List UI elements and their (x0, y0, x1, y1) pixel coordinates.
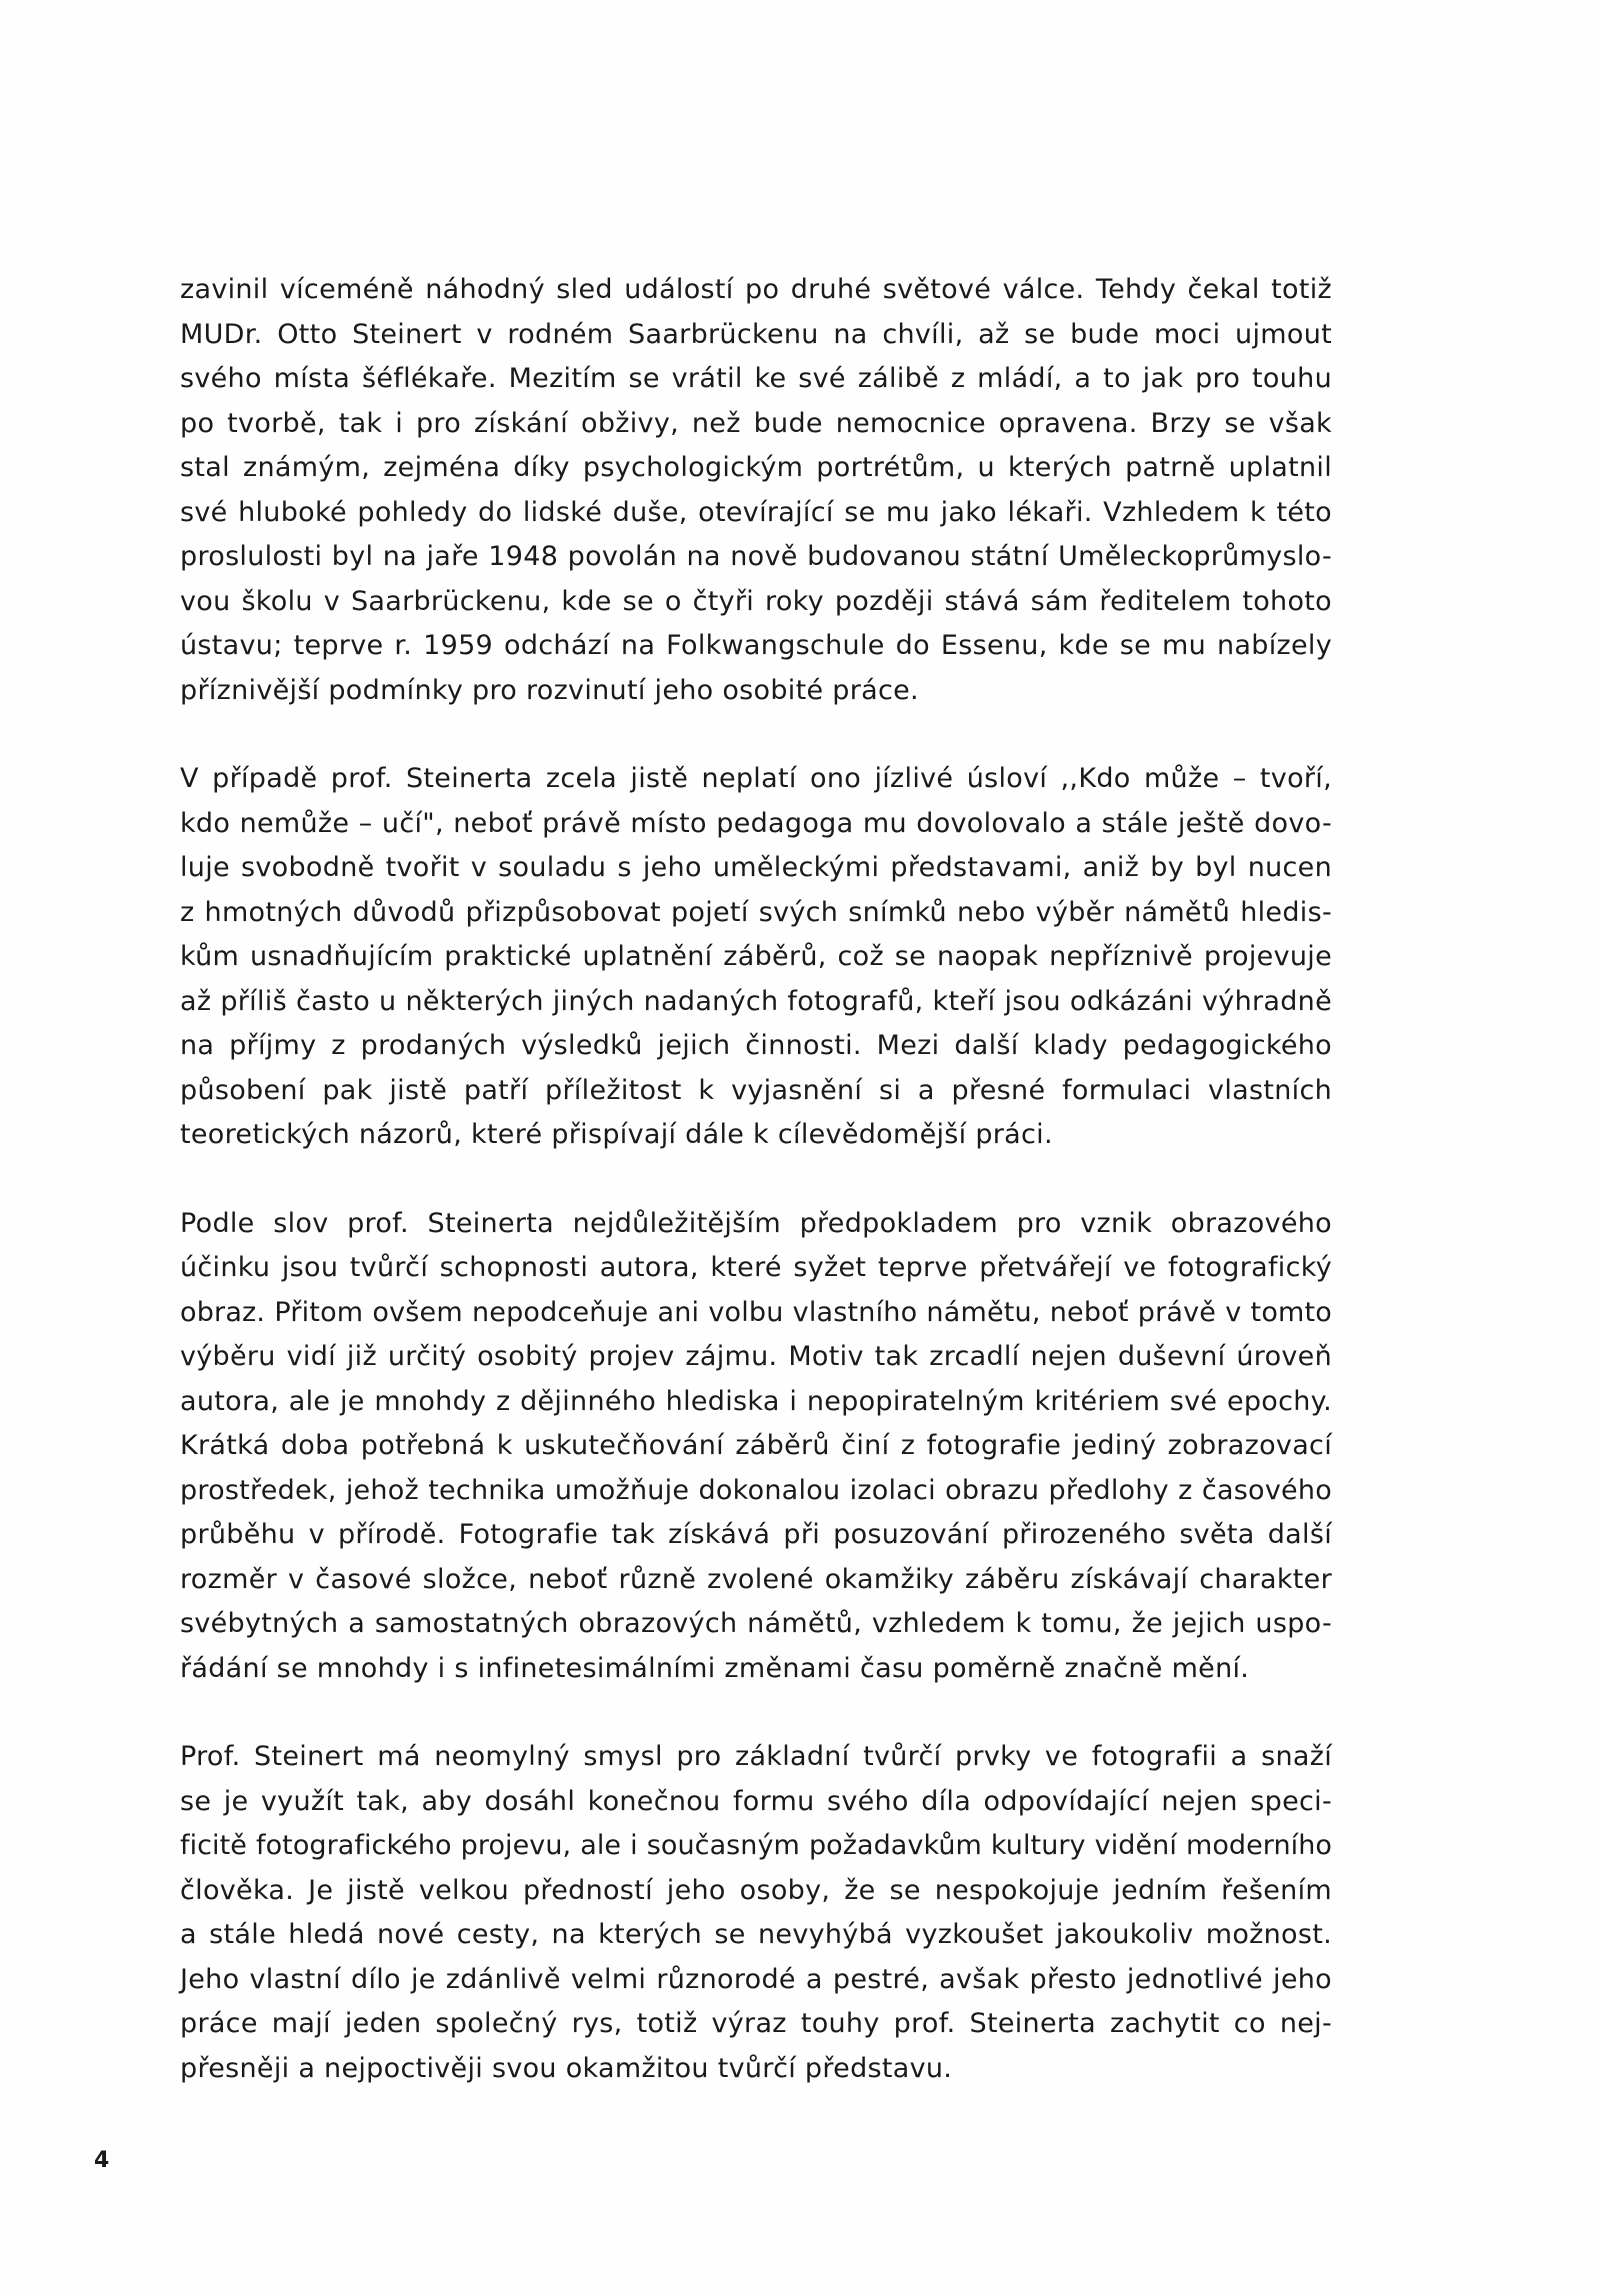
text-line: ficitě fotografického projevu, ale i současným požadavkům kultury vidění moderního (180, 1830, 1332, 1861)
text-line: práce mají jeden společný rys, totiž výraz touhy prof. Steinerta zachytit co nej- (180, 2008, 1332, 2039)
text-line: zavinil víceméně náhodný sled událostí po druhé světové válce. Tehdy čekal totiž (180, 274, 1332, 305)
text-line: Podle slov prof. Steinerta nejdůležitějším předpokladem pro vznik obrazového (180, 1207, 1332, 1239)
body-text (180, 268, 1332, 2135)
text-line: až příliš často u některých jiných nadaných fotografů, kteří jsou odkázáni výhradně (180, 985, 1332, 1017)
text-line: prostředek, jehož technika umožňuje dokonalou izolaci obrazu předlohy z časového (180, 1474, 1332, 1506)
text-line: působení pak jistě patří příležitost k vyjasnění si a přesné formulaci vlastních (180, 1074, 1332, 1106)
text-line: ústavu; teprve r. 1959 odchází na Folkwangschule do Essenu, kde se mu nabízely (180, 630, 1332, 661)
text-line: svébytných a samostatných obrazových námětů, vzhledem k tomu, že jejich uspo- (180, 1608, 1332, 1639)
paragraph-1 (180, 268, 1332, 713)
page-number: 4 (94, 2148, 110, 2173)
text-line: Prof. Steinert má neomylný smysl pro základní tvůrčí prvky ve fotografii a snaží (180, 1741, 1332, 1772)
text-line: po tvorbě, tak i pro získání obživy, než bude nemocnice opravena. Brzy se však (180, 407, 1332, 439)
text-line: autora, ale je mnohdy z dějinného hlediska i nepopiratelným kritériem své epochy. (180, 1385, 1332, 1417)
text-line: přesněji a nejpoctivěji svou okamžitou tvůrčí představu. (180, 2052, 953, 2084)
text-line: obraz. Přitom ovšem nepodceňuje ani volbu vlastního námětu, neboť právě v tomto (180, 1296, 1332, 1328)
text-line: a stále hledá nové cesty, na kterých se nevyhýbá vyzkoušet jakoukoliv možnost. (180, 1919, 1332, 1950)
text-line: luje svobodně tvořit v souladu s jeho uměleckými představami, aniž by byl nucen (180, 852, 1332, 883)
text-line: teoretických názorů, které přispívají dále k cílevědomější práci. (180, 1119, 1053, 1150)
text-line: průběhu v přírodě. Fotografie tak získává při posuzování přirozeného světa další (180, 1519, 1332, 1550)
text-line: svého místa šéflékaře. Mezitím se vrátil ke své zálibě z mládí, a to jak pro touhu (180, 363, 1332, 394)
text-line: výběru vidí již určitý osobitý projev zájmu. Motiv tak zrcadlí nejen duševní úroveň (180, 1341, 1332, 1372)
paragraph-2 (180, 757, 1332, 1158)
text-line: člověka. Je jistě velkou předností jeho osoby, že se nespokojuje jedním řešením (180, 1874, 1332, 1906)
text-line: kům usnadňujícím praktické uplatnění záběrů, což se naopak nepříznivě projevuje (180, 941, 1332, 972)
text-line: z hmotných důvodů přizpůsobovat pojetí svých snímků nebo výběr námětů hledis- (180, 896, 1332, 928)
text-line: se je využít tak, aby dosáhl konečnou formu svého díla odpovídající nejen speci- (180, 1785, 1332, 1817)
text-line: řádání se mnohdy i s infinetesimálními změnami času poměrně značně mění. (180, 1652, 1250, 1684)
text-line: na příjmy z prodaných výsledků jejich činnosti. Mezi další klady pedagogického (180, 1030, 1332, 1061)
text-line: kdo nemůže – učí", neboť právě místo pedagoga mu dovolovalo a stále ještě dovo- (180, 807, 1332, 839)
text-line: rozměr v časové složce, neboť různě zvolené okamžiky záběru získávají charakter (180, 1563, 1332, 1595)
paragraph-3 (180, 1202, 1332, 1692)
text-line: proslulosti byl na jaře 1948 povolán na nově budovanou státní Uměleckoprůmyslo- (180, 541, 1332, 572)
text-line: Jeho vlastní dílo je zdánlivě velmi různorodé a pestré, avšak přesto jednotlivé jeho (180, 1963, 1332, 1995)
text-line: své hluboké pohledy do lidské duše, otevírající se mu jako lékaři. Vzhledem k této (180, 496, 1332, 528)
text-line: Krátká doba potřebná k uskutečňování záběrů činí z fotografie jediný zobrazovací (180, 1430, 1332, 1461)
text-line: V případě prof. Steinerta zcela jistě neplatí ono jízlivé úsloví ,,Kdo může – tvoří, (180, 763, 1332, 794)
text-line: MUDr. Otto Steinert v rodném Saarbrückenu na chvíli, až se bude moci ujmout (180, 318, 1332, 350)
text-line: vou školu v Saarbrückenu, kde se o čtyři roky později stává sám ředitelem tohoto (180, 585, 1332, 617)
text-line: účinku jsou tvůrčí schopnosti autora, které syžet teprve přetvářejí ve fotografický (180, 1252, 1332, 1283)
text-line: stal známým, zejména díky psychologickým portrétům, u kterých patrně uplatnil (180, 452, 1332, 483)
text-line: příznivější podmínky pro rozvinutí jeho osobité práce. (180, 674, 919, 706)
paragraph-4 (180, 1735, 1332, 2091)
